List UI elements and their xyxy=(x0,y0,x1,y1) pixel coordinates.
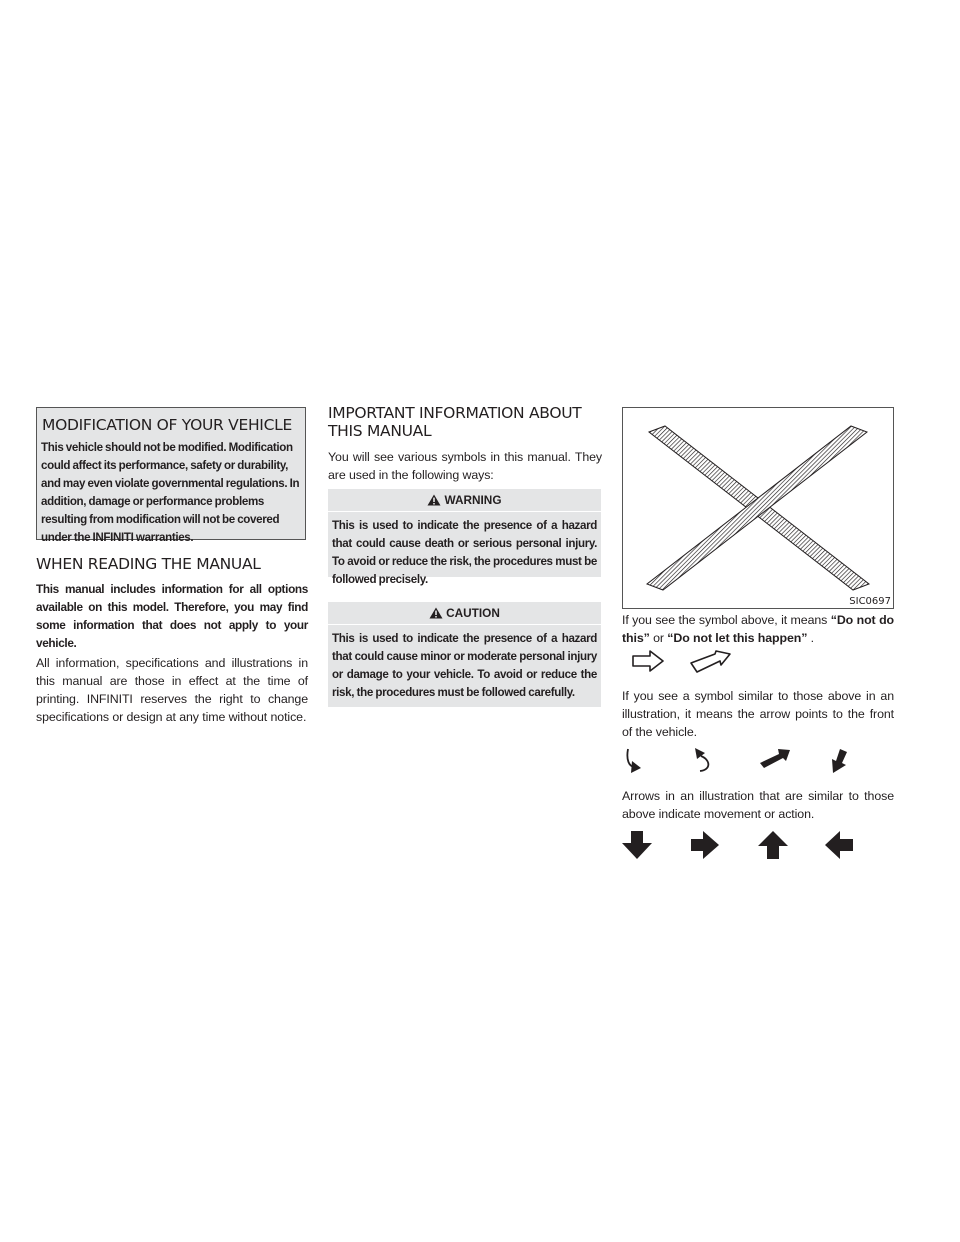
caution-header xyxy=(328,602,601,625)
caution-label: CAUTION xyxy=(446,606,500,620)
front-arrow-row xyxy=(622,648,894,678)
movement-explanation: Arrows in an illustration that are similar to those above indicate movement or action. xyxy=(622,789,894,821)
do-not-or: or xyxy=(649,631,668,645)
warning-text: This is used to indicate the presence of a hazard that could cause death or serious personal injury. To avoid or reduce the risk, the procedures must be followed precisely. xyxy=(332,519,597,586)
movement-arrow-row xyxy=(622,746,894,782)
warning-label: WARNING xyxy=(444,493,502,507)
diagonal-arrow-down-left-icon xyxy=(828,746,850,776)
curved-arrow-down-left-icon xyxy=(692,746,714,776)
figure-code: SIC0697 xyxy=(849,596,891,607)
caution-box xyxy=(328,602,601,707)
modification-box xyxy=(36,407,306,544)
do-not-prefix: If you see the symbol above, it means xyxy=(622,613,831,627)
do-not-quote-1: “Do not do this” xyxy=(622,613,895,645)
direction-arrow-row xyxy=(622,830,894,862)
important-intro: You will see various symbols in this manual. They are used in the following ways: xyxy=(328,450,602,482)
do-not-symbol-figure xyxy=(622,407,894,609)
diagonal-arrow-up-right-icon xyxy=(758,746,792,772)
caution-triangle-icon xyxy=(429,607,443,619)
warning-box xyxy=(328,489,601,586)
warning-header xyxy=(328,489,601,512)
reading-paragraph-1: This manual includes information for all options available on this model. Therefore, you may find some information that does not apply to your vehicle. xyxy=(36,582,308,650)
modification-text: This vehicle should not be modified. Modification could affect its performance, safety or durability, and may even violate governmental regulations. In addition, damage or performance problems resulting from modification will not be covered under the INFINITI warranties. xyxy=(41,441,300,544)
warning-triangle-icon xyxy=(427,494,441,506)
reading-title: WHEN READING THE MANUAL xyxy=(36,555,261,573)
arrow-down-icon xyxy=(620,830,654,860)
do-not-suffix: . xyxy=(807,631,815,645)
arrow-right-icon xyxy=(690,830,720,860)
front-arrow-angled-outline-icon xyxy=(688,648,732,674)
do-not-cross-icon xyxy=(623,408,893,608)
arrow-up-icon xyxy=(756,830,790,860)
caution-text: This is used to indicate the presence of a hazard that could cause minor or moderate personal injury or damage to your vehicle. To avoid or reduce the risk, the procedures must be followed carefully. xyxy=(332,632,597,699)
curved-arrow-down-right-icon xyxy=(624,746,646,776)
front-explanation: If you see a symbol similar to those above in an illustration, it means the arrow points to the front of the vehicle. xyxy=(622,689,894,739)
modification-title: MODIFICATION OF YOUR VEHICLE xyxy=(42,416,292,434)
important-title-line-2: THIS MANUAL xyxy=(328,422,432,440)
do-not-quote-2: “Do not let this happen” xyxy=(667,631,808,645)
do-not-explanation xyxy=(622,611,894,647)
important-title-line-1: IMPORTANT INFORMATION ABOUT xyxy=(328,404,582,422)
front-arrow-outline-icon xyxy=(630,648,666,674)
reading-paragraph-2: All information, specifications and illustrations in this manual are those in effect at the time of printing. INFINITI reserves the right to change specifications or design at any time without notice. xyxy=(36,656,308,724)
arrow-left-icon xyxy=(824,830,854,860)
